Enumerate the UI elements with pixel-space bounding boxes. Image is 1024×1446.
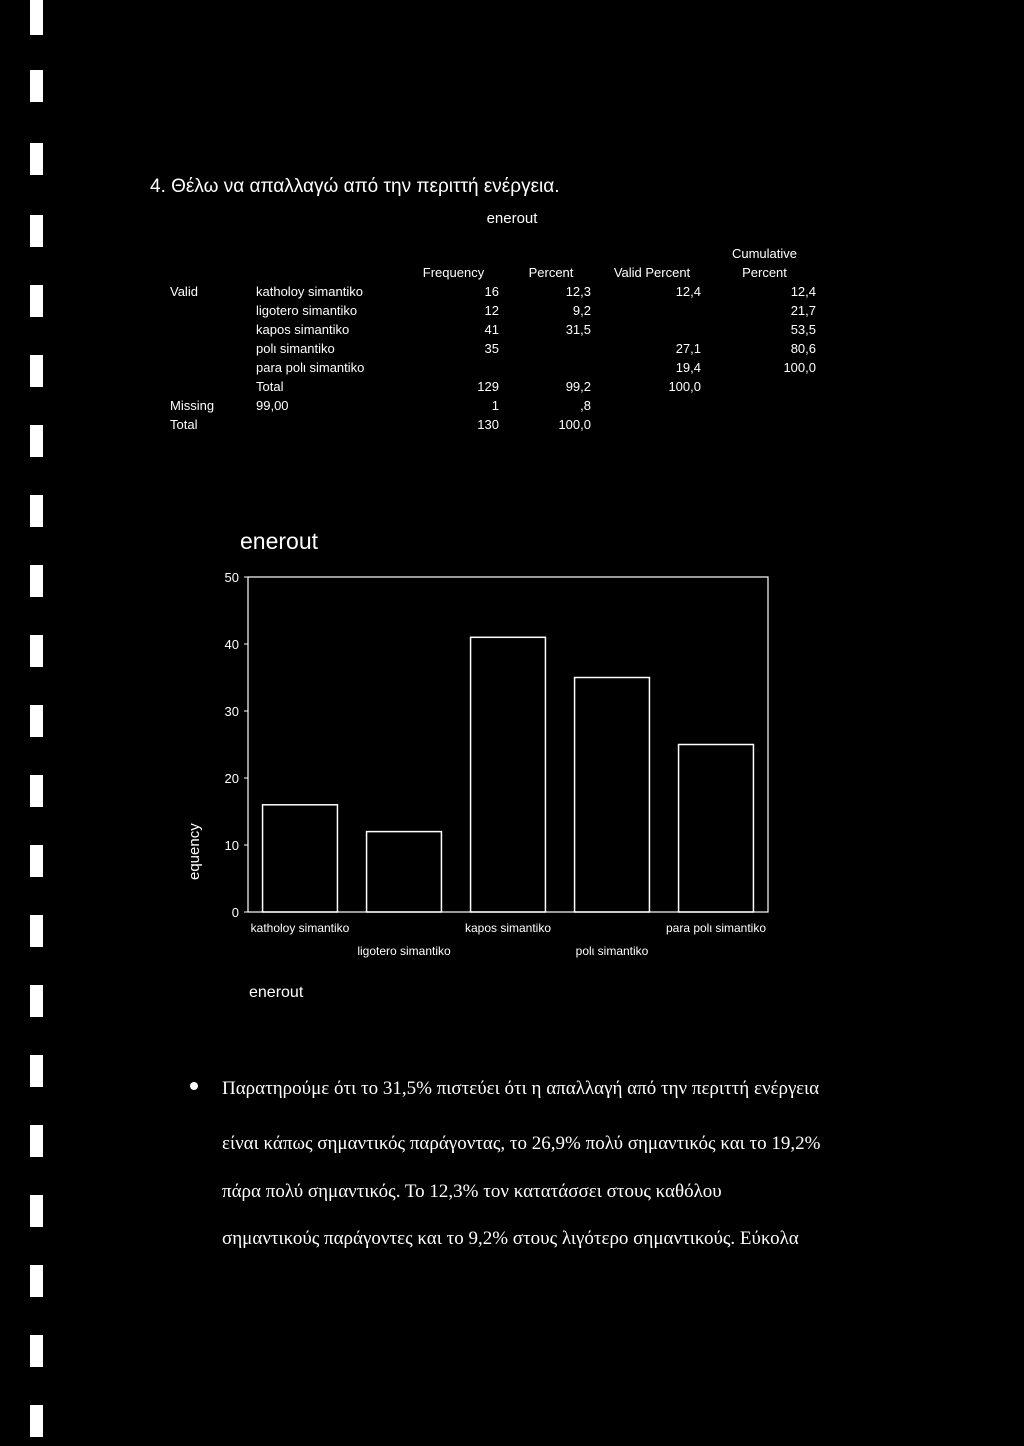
cumulative-cell [707,415,822,434]
bar [575,678,650,913]
cumulative-cell [707,377,822,396]
plot-frame [248,577,768,912]
percent-cell: 9,2 [572,303,591,318]
film-edge-mark [30,355,43,387]
film-edge-mark [30,425,43,457]
valid-percent-cell [597,396,707,415]
film-edge-mark [30,565,43,597]
row-label: para polι simantiko [256,360,365,375]
table-row [164,320,822,339]
y-axis-label: equency [186,823,203,880]
row-group: Missing [170,398,215,413]
paragraph-line: σημαντικούς παράγοντες και το 9,2% στους λιγότερο σημαντικούς. Εύκολα [222,1228,799,1249]
y-tick-label: 50 [224,570,239,585]
x-tick-label: katholoy simantiko [250,921,350,935]
bar [367,832,442,912]
cumulative-cell: 80,6 [790,341,816,356]
row-group: Valid [170,284,198,299]
film-edge-mark [30,1055,43,1087]
row-label: kapos simantiko [256,322,350,337]
paragraph-line: είναι κάπως σημαντικός παράγοντας, το 26,9% πολύ σημαντικός και το 19,2% [222,1133,821,1154]
row-group [164,358,250,377]
header-cell [164,263,250,282]
film-edge-mark [30,495,43,527]
percent-cell: 100,0 [558,417,591,432]
table-row [164,339,822,358]
film-edge-mark [30,143,43,175]
film-edge-mark [30,1335,43,1367]
row-label: ligotero simantiko [256,303,358,318]
film-edge-mark [30,285,43,317]
table-row [164,415,822,434]
table-row [164,358,822,377]
percent-cell [505,358,597,377]
percent-cell: 99,2 [565,379,591,394]
row-label: polι simantiko [256,341,335,356]
cumulative-cell: 21,7 [790,303,816,318]
x-tick-label: polι simantiko [575,944,649,958]
percent-cell: ,8 [580,398,591,413]
bar [679,745,754,913]
film-edge-mark [30,1405,43,1437]
header-cell [250,263,402,282]
cumulative-cell [707,396,822,415]
paragraph-line: πάρα πολύ σημαντικός. Το 12,3% τον κατατάσσει στους καθόλου [222,1181,722,1202]
percent-cell: 12,3 [565,284,591,299]
film-edge-mark [30,705,43,737]
bullet-icon [190,1082,198,1090]
y-tick-label: 30 [224,704,239,719]
table-row [164,396,822,415]
row-group [164,377,250,396]
row-group: Total [170,417,198,432]
film-edge-mark [30,0,43,35]
valid-percent-cell: 100,0 [668,379,701,394]
y-tick-label: 0 [231,905,239,920]
table-row [164,282,822,301]
film-edge-mark [30,775,43,807]
frequency-table [164,244,822,434]
row-group [164,339,250,358]
valid-percent-cell: 19,4 [675,360,701,375]
frequency-cell: 35 [484,341,499,356]
frequency-cell: 16 [484,284,499,299]
x-tick-label: para polι simantiko [665,921,767,935]
valid-percent-cell [597,320,707,339]
film-edge-mark [30,70,43,102]
row-group [164,320,250,339]
bar [471,637,546,912]
frequency-cell: 1 [491,398,499,413]
column-header: Percent [742,265,787,280]
film-edge-mark [30,915,43,947]
header-cell [402,244,505,263]
section-heading: 4. Θέλω να απαλλαγώ από την περιττή ενέργεια. [150,176,560,197]
bar [263,805,338,912]
percent-cell [505,339,597,358]
cumulative-cell: 12,4 [790,284,816,299]
y-tick-label: 10 [224,838,239,853]
header-cell [164,244,250,263]
column-header: Frequency [422,265,485,280]
row-label: Total [256,379,284,394]
cumulative-cell: 100,0 [783,360,816,375]
row-label: 99,00 [256,398,289,413]
valid-percent-cell: 27,1 [675,341,701,356]
table-row [164,377,822,396]
x-tick-label: ligotero simantiko [357,944,451,958]
column-header: Percent [528,265,574,280]
film-edge-mark [30,1265,43,1297]
cumulative-cell: 53,5 [790,322,816,337]
column-header: Cumulative [731,246,798,261]
header-cell [597,244,707,263]
valid-percent-cell: 12,4 [675,284,701,299]
frequency-cell: 129 [477,379,499,394]
table-row [164,301,822,320]
column-header: Valid Percent [613,265,691,280]
header-cell [250,244,402,263]
y-tick-label: 20 [224,771,239,786]
frequency-cell: 41 [484,322,499,337]
film-edge-mark [30,845,43,877]
frequency-cell: 12 [484,303,499,318]
chart-title: enerout [240,528,319,554]
row-label: katholoy simantiko [256,284,363,299]
paragraph-line: Παρατηρούμε ότι το 31,5% πιστεύει ότι η απαλλαγή από την περιττή ενέργεια [222,1078,820,1099]
film-edge-mark [30,1125,43,1157]
film-edge-mark [30,985,43,1017]
valid-percent-cell [597,301,707,320]
table-title: enerout [486,210,538,227]
film-edge-mark [30,1195,43,1227]
row-group [164,301,250,320]
header-cell [505,244,597,263]
frequency-cell: 130 [477,417,499,432]
frequency-cell [402,358,505,377]
x-axis-title: enerout [249,984,304,1001]
row-label [250,415,402,434]
valid-percent-cell [597,415,707,434]
y-tick-label: 40 [224,637,239,652]
film-edge-mark [30,635,43,667]
x-tick-label: kapos simantiko [464,921,552,935]
percent-cell: 31,5 [565,322,591,337]
